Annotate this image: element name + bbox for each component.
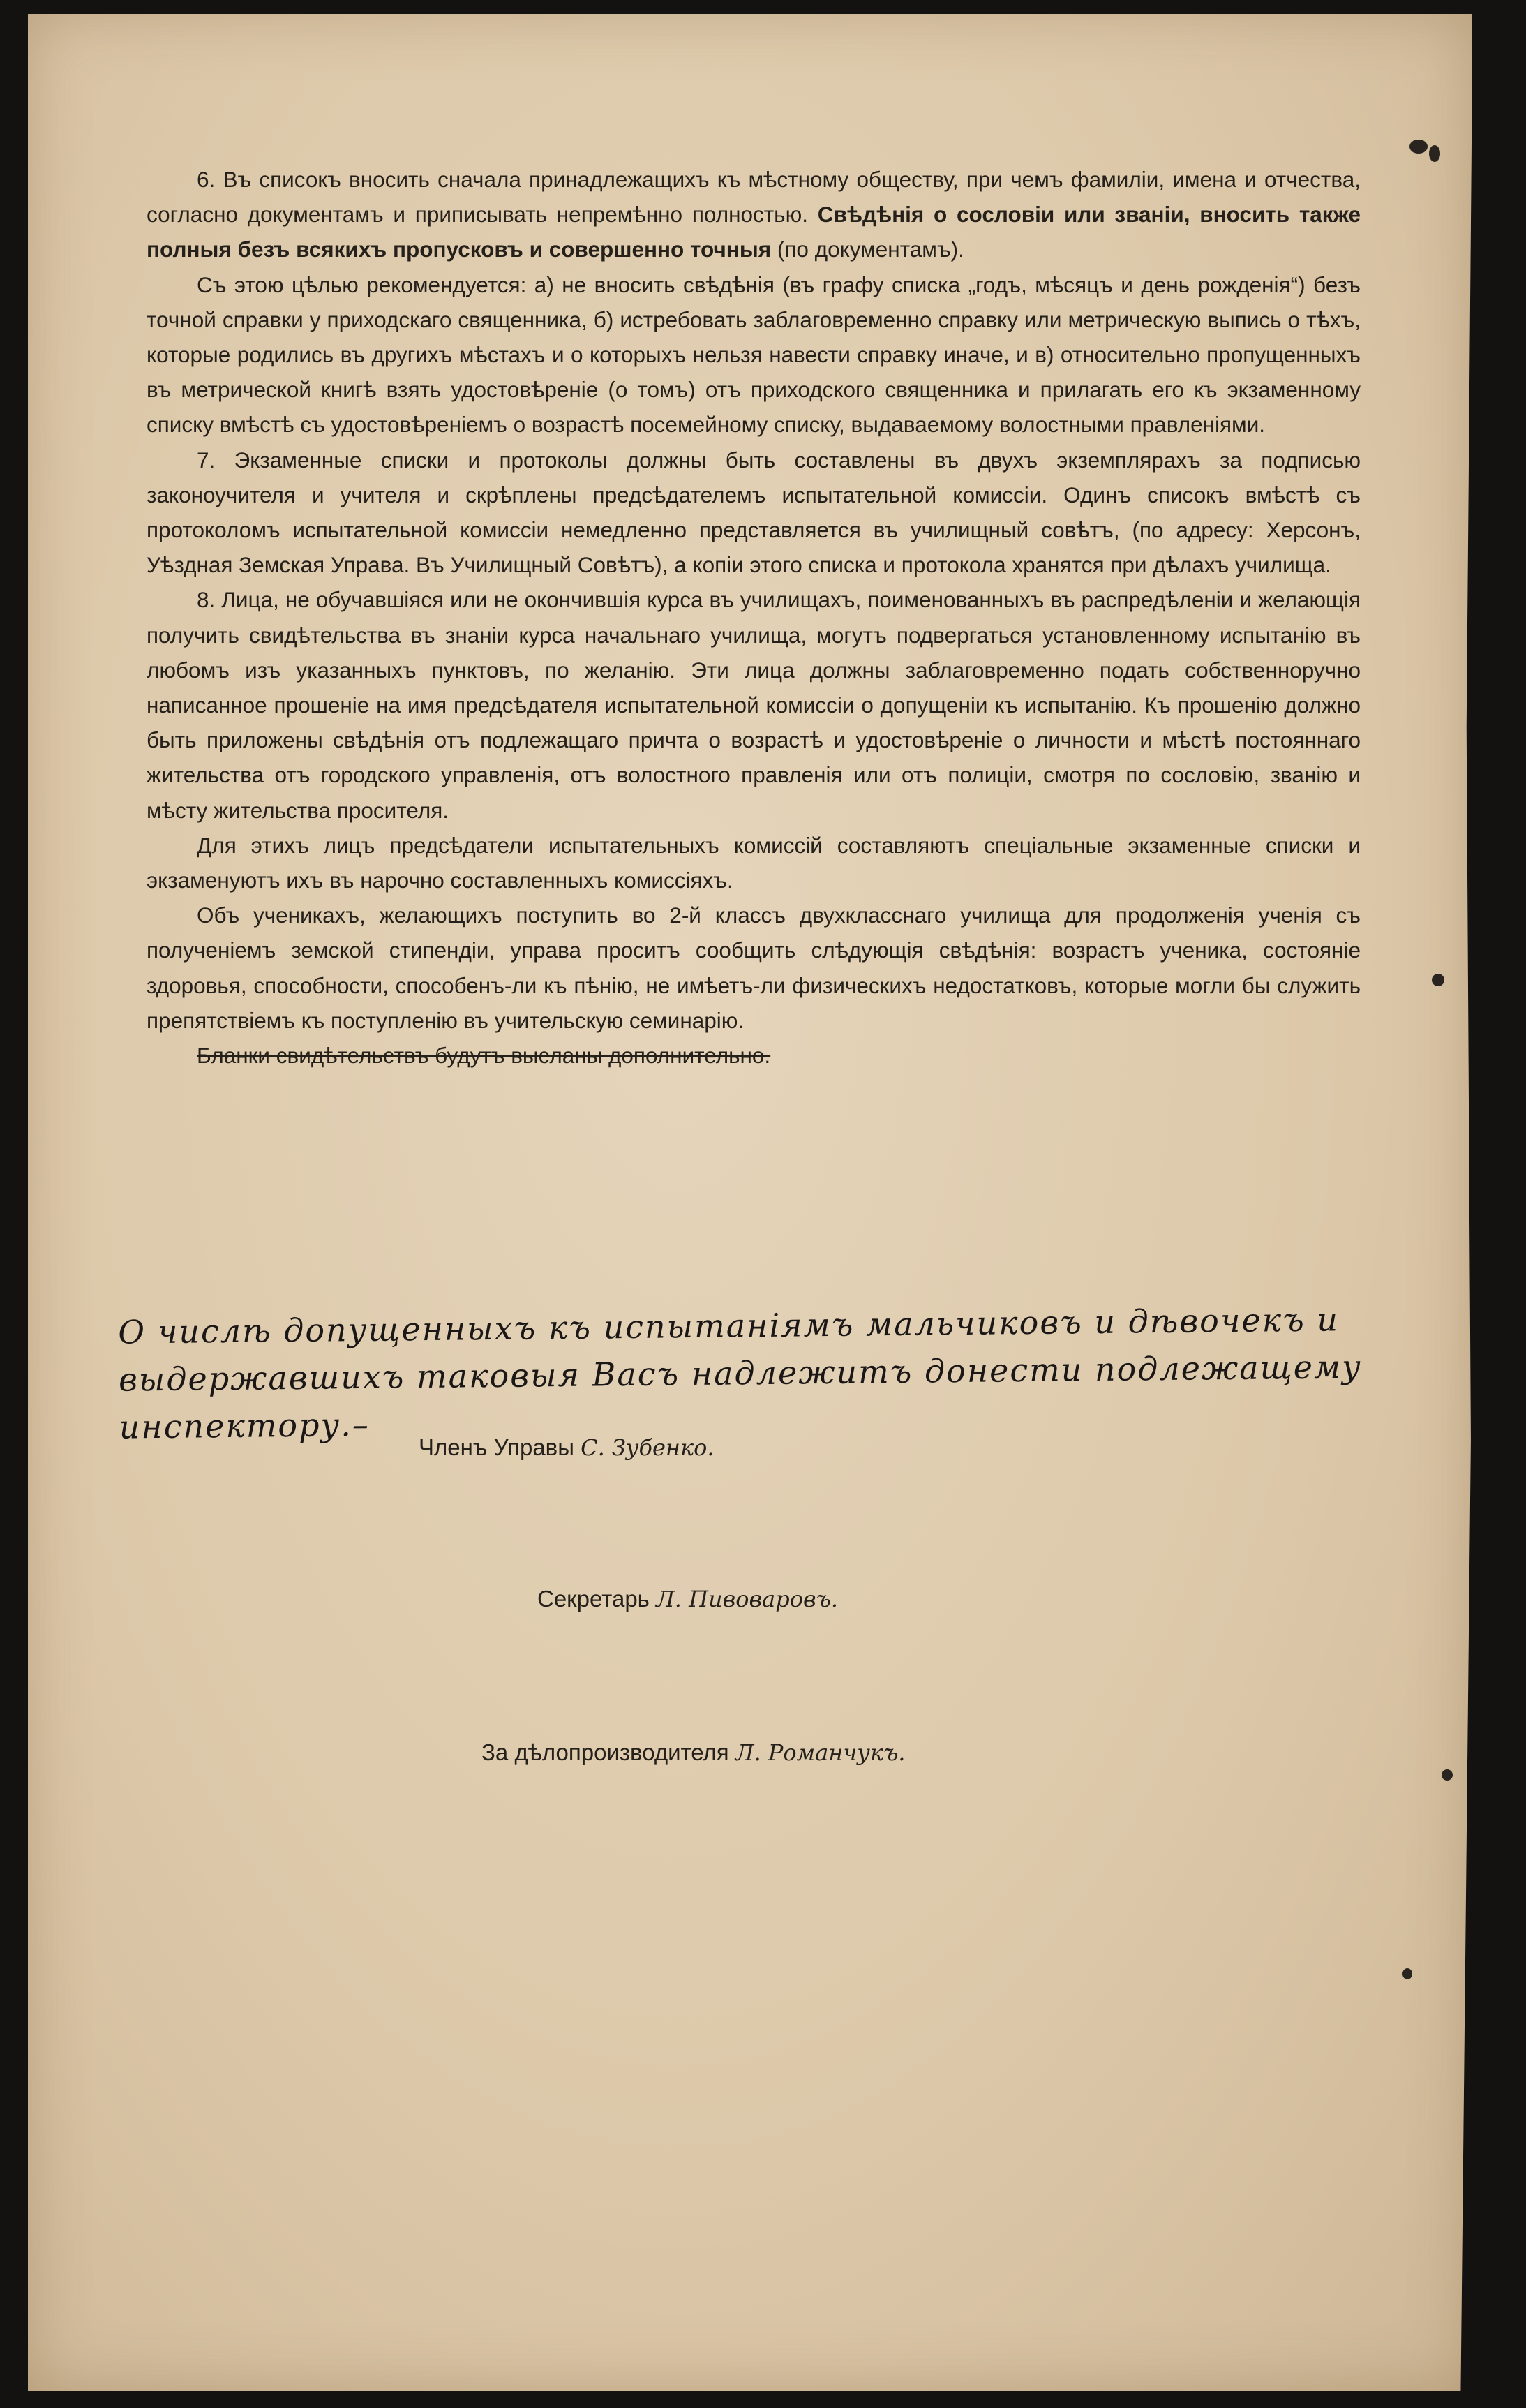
signature-secretary-title: Секретарь — [537, 1586, 650, 1612]
document-body — [147, 162, 1361, 1073]
paper-hole — [1442, 1769, 1453, 1781]
struck-line — [147, 1038, 1361, 1073]
signature-secretary — [537, 1586, 838, 1612]
paragraph-6-tail: (по документамъ). — [777, 237, 964, 262]
paper-hole — [1409, 140, 1428, 154]
signature-clerk-title: За дѣлопроизводителя — [481, 1739, 729, 1765]
paper-hole — [1432, 974, 1444, 986]
signature-member — [419, 1434, 715, 1461]
handwritten-note: О числѣ допущенныхъ къ испытаніямъ мальчиковъ и дѣвочекъ и выдержавшихъ таковыя Васъ надлежитъ донести подлежащему инспектору.– — [118, 1300, 1363, 1446]
paragraph-6-intro: 6. Въ списокъ вносить сначала принадлежащихъ къ мѣстному обществу, при чемъ фамиліи, имена и отчества, согласно документамъ и приписывать непремѣнно полностью. — [147, 167, 1361, 228]
struck-text: Бланки свидѣтельствъ будутъ высланы дополнительно. — [197, 1043, 771, 1069]
signature-clerk-name: Л. Романчукъ. — [735, 1739, 906, 1766]
paragraph-9: Для этихъ лицъ предсѣдатели испытательныхъ комиссій составляютъ спеціальные экзаменные списки и экзаменуютъ ихъ въ нарочно составленныхъ комиссіяхъ. — [147, 832, 1361, 893]
paragraph-7: 7. Экзаменные списки и протоколы должны быть составлены въ двухъ экземплярахъ за подписью законоучителя и учителя и скрѣплены предсѣдателемъ испытательной комиссіи. Одинъ списокъ вмѣстѣ съ протоколомъ испытательной комиссіи немедленно представляется въ училищный совѣтъ, (по адресу: Херсонъ, Уѣздная Земская Управа. Въ Училищный Совѣтъ), а копіи этого списка и протокола хранятся при дѣлахъ училища. — [147, 447, 1361, 578]
signature-clerk — [481, 1739, 905, 1766]
paragraph-6-bold: Свѣдѣнія о сословіи или званіи, вносить также полныя безъ всякихъ пропусковъ и совершенно точныя — [147, 202, 1361, 262]
paragraph-8: 8. Лица, не обучавшіяся или не окончившія курса въ училищахъ, поименованныхъ въ распредѣленіи и желающія получить свидѣтельства въ знаніи курса начальнаго училища, могутъ подвергаться установленному испытанію въ любомъ изъ указанныхъ пунктовъ, по желанію. Эти лица должны заблаговременно подать собственноручно написанное прошеніе на имя предсѣдателя испытательной комиссіи о допущеніи къ испытанію. Къ прошенію должно быть приложены свѣдѣнія отъ подлежащаго причта о возрастѣ и удостовѣреніе о личности и мѣстѣ постояннаго жительства отъ городского управленія, отъ волостного правленія или отъ полиціи, смотря по сословію, званію и мѣсту жительства просителя. — [147, 587, 1361, 823]
paper-hole — [1429, 145, 1440, 162]
signature-member-title: Членъ Управы — [419, 1434, 574, 1460]
paragraph-6 — [147, 162, 1361, 267]
paper-hole — [1402, 1968, 1412, 1979]
signature-member-name: С. Зубенко. — [581, 1434, 715, 1461]
paragraph-6-continued: Съ этою цѣлью рекомендуется: а) не вносить свѣдѣнія (въ графу списка „годъ, мѣсяцъ и день рожденія“) безъ точной справки у приходскаго священника, б) истребовать заблаговременно справку или метрическую выпись о тѣхъ, которые родились въ другихъ мѣстахъ и о которыхъ нельзя навести справку иначе, и в) относительно пропущенныхъ въ метрической книгѣ взять удостовѣреніе (о томъ) отъ приходского священника и прилагать его къ экзаменному списку вмѣстѣ съ удостовѣреніемъ о возрастѣ посемейному списку, выдаваемому волостными правленіями. — [147, 272, 1361, 438]
paragraph-10: Объ ученикахъ, желающихъ поступить во 2-й классъ двухкласснаго училища для продолженія ученія съ полученіемъ земской стипендіи, управа проситъ сообщить слѣдующія свѣдѣнія: возрастъ ученика, состояніе здоровья, способности, способенъ-ли къ пѣнію, не имѣетъ-ли физическихъ недостатковъ, которые могли бы служить препятствіемъ къ поступленію въ учительскую семинарію. — [147, 902, 1361, 1033]
signature-secretary-name: Л. Пивоваровъ. — [656, 1586, 839, 1612]
